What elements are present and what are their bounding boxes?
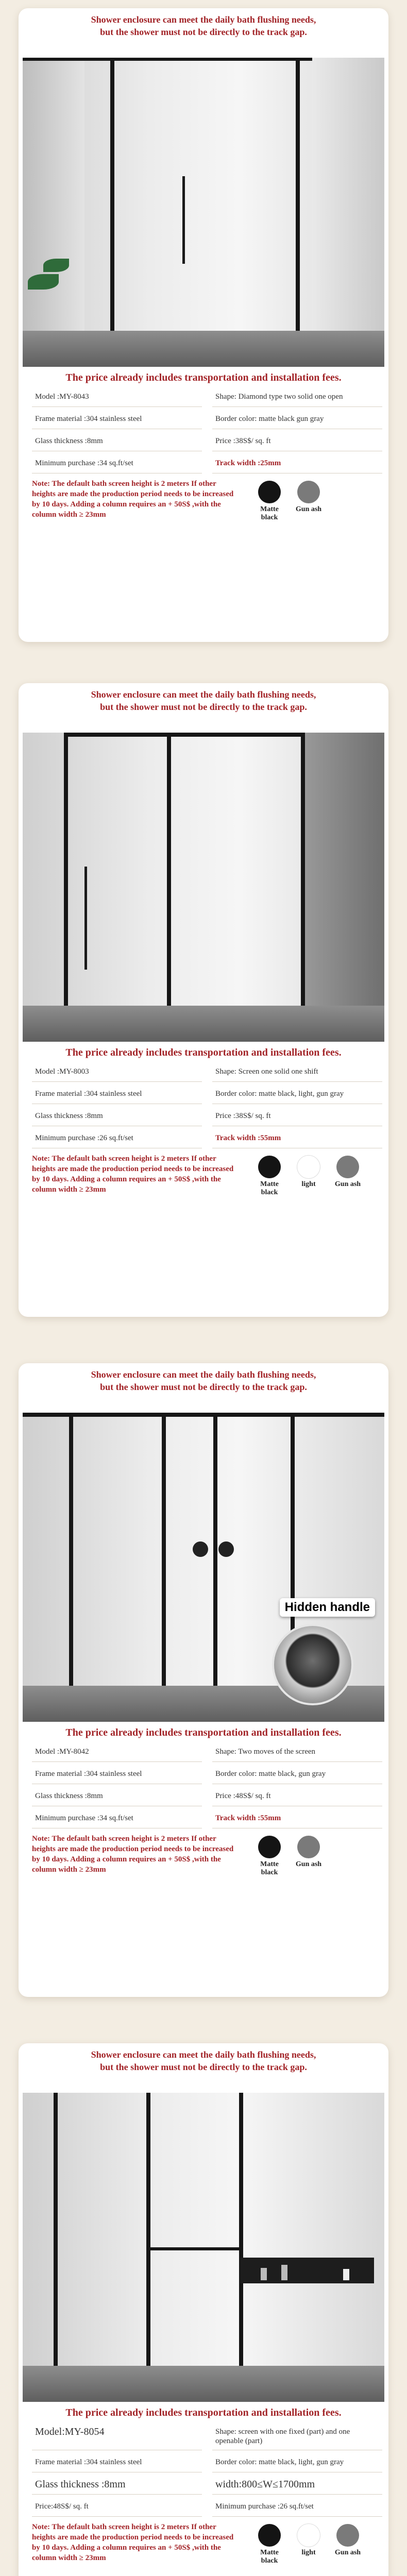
spec-minimum-purchase: Minimum purchase :26 sq.ft/set xyxy=(212,2498,382,2517)
spec-frame-material: Frame material :304 stainless steel xyxy=(32,2453,202,2472)
swatch-light: light xyxy=(293,2522,325,2565)
spec-price: Price :38S$/ sq. ft xyxy=(212,432,382,451)
towel-bar-icon xyxy=(146,2247,239,2250)
card-header xyxy=(19,2043,388,2093)
spec-price: Price:48S$/ sq. ft xyxy=(32,2498,202,2517)
color-swatches xyxy=(253,1834,325,1877)
swatch-matte-black: Matte black xyxy=(253,2522,285,2565)
wall-shelf xyxy=(240,2258,374,2283)
color-dot-icon xyxy=(297,481,320,503)
spec-border-color: Border color: matte black, light, gun gray xyxy=(212,1085,382,1104)
spec-grid xyxy=(19,1743,388,1828)
product-card-1 xyxy=(19,8,388,642)
door-handle-icon xyxy=(84,867,87,970)
product-photo-sliding xyxy=(23,733,384,1042)
spec-glass-thickness: Glass thickness :8mm xyxy=(32,1107,202,1126)
header-line-2: but the shower must not be directly to the track gap. xyxy=(100,27,307,37)
note-text: Note: The default bath screen height is 2 meters If other heights are made the production period needs to be increased by 10 days. Adding a column requires an + 50S$ ,with the column width ≥ 23mm xyxy=(32,2523,234,2562)
color-dot-icon xyxy=(297,1156,320,1178)
header-text xyxy=(19,13,388,38)
card-header xyxy=(19,8,388,58)
note-row xyxy=(19,1828,388,1877)
product-photo-two-moves xyxy=(23,1413,384,1722)
note-text: Note: The default bath screen height is 2 meters If other heights are made the production period needs to be increased by 10 days. Adding a column requires an + 50S$ ,with the column width ≥ 23mm xyxy=(32,480,234,519)
spec-track-width: Track width :25mm xyxy=(212,454,382,473)
color-dot-icon xyxy=(258,1156,281,1178)
product-card-2 xyxy=(19,683,388,1317)
product-card-3 xyxy=(19,1363,388,1997)
spec-border-color: Border color: matte black, gun gray xyxy=(212,1765,382,1784)
price-title: The price already includes transportation and installation fees. xyxy=(65,1047,342,1058)
swatch-gun-ash: Gun ash xyxy=(332,1154,364,1197)
spec-border-color: Border color: matte black, light, gun gray xyxy=(212,2453,382,2472)
note-row xyxy=(19,473,388,522)
card-header xyxy=(19,1363,388,1413)
spec-glass-thickness: Glass thickness :8mm xyxy=(32,432,202,451)
color-swatches xyxy=(253,479,325,522)
spec-price: Price :48S$/ sq. ft xyxy=(212,1787,382,1806)
header-text xyxy=(19,2048,388,2073)
card-header xyxy=(19,683,388,733)
spec-track-width: Track width :55mm xyxy=(212,1129,382,1148)
color-dot-icon xyxy=(336,2524,359,2547)
swatch-light: light xyxy=(293,1154,325,1197)
spec-glass-thickness: Glass thickness :8mm xyxy=(32,1787,202,1806)
swatch-gun-ash: Gun ash xyxy=(332,2522,364,2565)
knob-icon xyxy=(218,1541,234,1557)
price-title: The price already includes transportation and installation fees. xyxy=(65,2407,342,2418)
spec-price: Price :38S$/ sq. ft xyxy=(212,1107,382,1126)
spec-model: Model :MY-8043 xyxy=(32,388,202,407)
header-line-1: Shower enclosure can meet the daily bath flushing needs, xyxy=(91,2049,316,2060)
knob-icon xyxy=(193,1541,208,1557)
swatch-matte-black: Matte black xyxy=(253,479,285,522)
spec-shape: Shape: Two moves of the screen xyxy=(212,1743,382,1762)
product-card-4 xyxy=(19,2043,388,2576)
price-title: The price already includes transportation and installation fees. xyxy=(65,372,342,383)
swatch-matte-black: Matte black xyxy=(253,1154,285,1197)
product-photo-diamond xyxy=(23,58,384,367)
product-photo-fixed-openable xyxy=(23,2093,384,2402)
color-dot-icon xyxy=(258,481,281,503)
price-title: The price already includes transportation and installation fees. xyxy=(65,1727,342,1738)
spec-grid xyxy=(19,388,388,473)
spec-frame-material: Frame material :304 stainless steel xyxy=(32,1765,202,1784)
spec-border-color: Border color: matte black gun gray xyxy=(212,410,382,429)
color-dot-icon xyxy=(258,1836,281,1858)
header-line-1: Shower enclosure can meet the daily bath flushing needs, xyxy=(91,14,316,25)
color-dot-icon xyxy=(297,2524,320,2547)
spec-grid xyxy=(19,2423,388,2517)
header-line-2: but the shower must not be directly to the track gap. xyxy=(100,702,307,712)
spec-frame-material: Frame material :304 stainless steel xyxy=(32,410,202,429)
color-swatches xyxy=(253,1154,364,1197)
note-row xyxy=(19,1148,388,1197)
spec-model: Model :MY-8003 xyxy=(32,1063,202,1082)
header-text xyxy=(19,1368,388,1393)
spec-shape: Shape: Diamond type two solid one open xyxy=(212,388,382,407)
header-line-2: but the shower must not be directly to the track gap. xyxy=(100,2062,307,2072)
swatch-matte-black: Matte black xyxy=(253,1834,285,1877)
color-dot-icon xyxy=(258,2524,281,2547)
spec-model: Model:MY-8054 xyxy=(32,2423,202,2450)
header-line-1: Shower enclosure can meet the daily bath flushing needs, xyxy=(91,1369,316,1380)
spec-shape: Shape: Screen one solid one shift xyxy=(212,1063,382,1082)
hidden-handle-label: Hidden handle xyxy=(280,1598,375,1617)
note-text: Note: The default bath screen height is 2 meters If other heights are made the production period needs to be increased by 10 days. Adding a column requires an + 50S$ ,with the column width ≥ 23mm xyxy=(32,1155,234,1194)
spec-glass-thickness: Glass thickness :8mm xyxy=(32,2476,202,2495)
spec-shape: Shape: screen with one fixed (part) and one openable (part) xyxy=(212,2423,382,2450)
spec-minimum-purchase: Minimum purchase :34 sq.ft/set xyxy=(32,454,202,473)
header-line-1: Shower enclosure can meet the daily bath flushing needs, xyxy=(91,689,316,700)
spec-model: Model :MY-8042 xyxy=(32,1743,202,1762)
note-text: Note: The default bath screen height is 2 meters If other heights are made the production period needs to be increased by 10 days. Adding a column requires an + 50S$ ,with the column width ≥ 23mm xyxy=(32,1835,234,1874)
swatch-gun-ash: Gun ash xyxy=(293,479,325,522)
hidden-handle-icon xyxy=(272,1624,353,1705)
note-row xyxy=(19,2517,388,2565)
header-text xyxy=(19,688,388,713)
spec-frame-material: Frame material :304 stainless steel xyxy=(32,1085,202,1104)
spec-minimum-purchase: Minimum purchase :34 sq.ft/set xyxy=(32,1809,202,1828)
color-dot-icon xyxy=(336,1156,359,1178)
spec-minimum-purchase: Minimum purchase :26 sq.ft/set xyxy=(32,1129,202,1148)
spec-grid xyxy=(19,1063,388,1148)
swatch-gun-ash: Gun ash xyxy=(293,1834,325,1877)
header-line-2: but the shower must not be directly to the track gap. xyxy=(100,1382,307,1392)
door-handle-icon xyxy=(182,176,185,264)
spec-track-width: Track width :55mm xyxy=(212,1809,382,1828)
color-swatches xyxy=(253,2522,364,2565)
color-dot-icon xyxy=(297,1836,320,1858)
spec-width: width:800≤W≤1700mm xyxy=(212,2476,382,2495)
